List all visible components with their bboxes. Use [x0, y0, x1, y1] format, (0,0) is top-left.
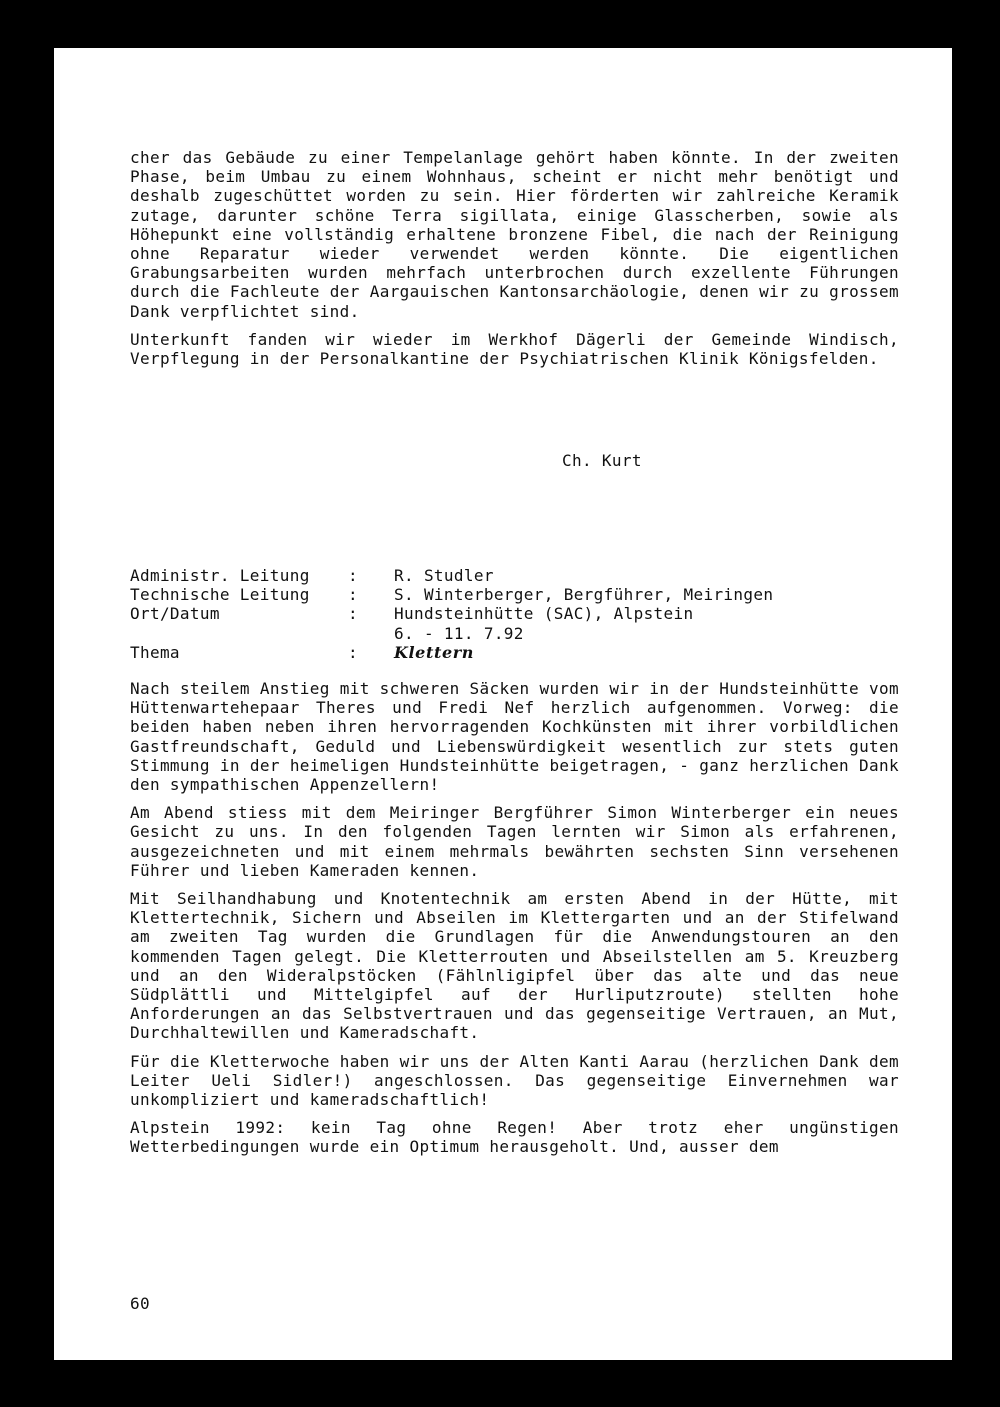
- tech-colon: :: [348, 585, 358, 605]
- ort-label: Ort/Datum: [130, 604, 220, 624]
- info-row-admin: [130, 566, 899, 585]
- report-body: [130, 679, 899, 1166]
- info-row-thema: [130, 643, 899, 662]
- info-row-datum: [130, 624, 899, 643]
- body-paragraph-5: Alpstein 1992: kein Tag ohne Regen! Aber trotz eher ungünstigen Wetterbedingungen wurde ein Optimum herausgeholt. Und, ausser dem: [130, 1118, 899, 1157]
- thema-colon: :: [348, 642, 358, 662]
- body-paragraph-3: Mit Seilhandhabung und Knotentechnik am ersten Abend in der Hütte, mit Klettertechnik, Sichern und Abseilen im Klettergarten und an der Stifelwand am zweiten Tag wurden die Grundlagen für die Anwendungstouren an den kommenden Tagen gelegt. Die Kletterrouten und Abseilstellen am 5. Kreuzberg und an den Wideralpstöcken (Fählnligipfel über das alte und das neue Südplättli und Mittelgipfel auf der Hurliputzroute) stellten hohe Anforderungen an das Selbstvertrauen und das gegenseitige Vertrauen, an Mut, Durchhaltewillen und Kameradschaft.: [130, 889, 899, 1043]
- admin-label: Administr. Leitung: [130, 566, 310, 585]
- ort-colon: :: [348, 604, 358, 624]
- body-paragraph-2: Am Abend stiess mit dem Meiringer Bergführer Simon Winterberger ein neues Gesicht zu uns. In den folgenden Tagen lernten wir Simon als erfahrenen, ausgezeichneten und mit einem mehrmals bewährten sechsten Sinn versehenen Führer und lieben Kameraden kennen.: [130, 803, 899, 880]
- body-paragraph-4: Für die Kletterwoche haben wir uns der Alten Kanti Aarau (herzlichen Dank dem Leiter Ueli Sidler!) angeschlossen. Das gegenseitige Einvernehmen war unkompliziert und kameradschaftlich!: [130, 1051, 899, 1110]
- thema-value: Klettern: [394, 642, 474, 662]
- author-signature: Ch. Kurt: [562, 451, 642, 470]
- ort-value: Hundsteinhütte (SAC), Alpstein: [394, 604, 694, 624]
- datum-value: 6. - 11. 7.92: [394, 623, 524, 643]
- intro-paragraph-1: cher das Gebäude zu einer Tempelanlage gehört haben könnte. In der zweiten Phase, beim Umbau zu einem Wohnhaus, scheint er nicht mehr benötigt und deshalb zugeschüttet worden zu sein. Hier förderten wir zahlreiche Keramik zutage, darunter schöne Terra sigillata, einige Glasscherben, sowie als Höhepunkt eine vollständig erhaltene bronzene Fibel, die nach der Reinigung ohne Reparatur wieder verwendet werden könnte. Die eigentlichen Grabungsarbeiten wurden mehrfach unterbrochen durch exzellente Führungen durch die Fachleute der Aargauischen Kantonsarchäologie, denen wir zu grossem Dank verpflichtet sind.: [130, 148, 899, 321]
- admin-colon: :: [348, 566, 358, 585]
- document-page: [54, 48, 952, 1360]
- intro-paragraph-2: Unterkunft fanden wir wieder im Werkhof Dägerli der Gemeinde Windisch, Verpflegung in der Personalkantine der Psychiatrischen Klinik Königsfelden.: [130, 329, 899, 369]
- info-row-ort: [130, 604, 899, 623]
- tech-label: Technische Leitung: [130, 585, 310, 605]
- intro-section: [130, 148, 899, 377]
- course-info-block: [130, 566, 899, 662]
- info-row-tech: [130, 585, 899, 604]
- admin-value: R. Studler: [394, 566, 494, 585]
- thema-label: Thema: [130, 642, 180, 662]
- page-number: 60: [130, 1294, 150, 1313]
- tech-value: S. Winterberger, Bergführer, Meiringen: [394, 585, 774, 605]
- body-paragraph-1: Nach steilem Anstieg mit schweren Säcken wurden wir in der Hundsteinhütte vom Hüttenwartehepaar Theres und Fredi Nef herzlich aufgenommen. Vorweg: die beiden haben neben ihren hervorragenden Kochkünsten mit ihrer vorbildlichen Gastfreundschaft, Geduld und Liebenswürdigkeit wesentlich zur stets guten Stimmung in der heimeligen Hundsteinhütte beigetragen, - ganz herzlichen Dank den sympathischen Appenzellern!: [130, 679, 899, 795]
